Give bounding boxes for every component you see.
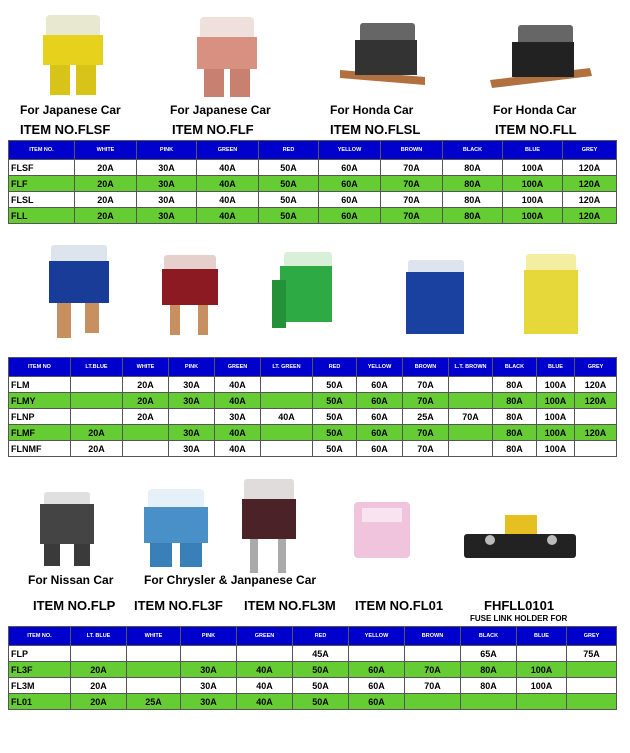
- item-no-flsf: ITEM NO.FLSF: [20, 122, 111, 137]
- rating-cell: [567, 662, 617, 678]
- rating-cell: 60A: [357, 409, 403, 425]
- rating-cell: 50A: [313, 441, 357, 457]
- fuse-table-2: [8, 357, 617, 457]
- rating-cell: 80A: [443, 160, 503, 176]
- rating-cell: [181, 646, 237, 662]
- table-row: [9, 409, 617, 425]
- rating-cell: [449, 393, 493, 409]
- caption-flp: For Nissan Car: [28, 573, 114, 587]
- rating-cell: 60A: [319, 176, 381, 192]
- table-row: [9, 192, 617, 208]
- rating-cell: 30A: [169, 393, 215, 409]
- rating-cell: 120A: [575, 377, 617, 393]
- table-row: [9, 441, 617, 457]
- rating-cell: [261, 393, 313, 409]
- column-header: YELLOW: [319, 141, 381, 160]
- rating-cell: 80A: [493, 393, 537, 409]
- rating-cell: 100A: [537, 377, 575, 393]
- rating-cell: 70A: [403, 425, 449, 441]
- item-cell: FLMF: [9, 425, 71, 441]
- column-header: RED: [259, 141, 319, 160]
- item-no-flf: ITEM NO.FLF: [172, 122, 254, 137]
- table-row: [9, 678, 617, 694]
- column-header: GREY: [575, 358, 617, 377]
- rating-cell: 20A: [123, 377, 169, 393]
- rating-cell: 20A: [75, 208, 137, 224]
- rating-cell: 40A: [197, 192, 259, 208]
- item-cell: FLF: [9, 176, 75, 192]
- rating-cell: 100A: [503, 160, 563, 176]
- rating-cell: [575, 441, 617, 457]
- rating-cell: [261, 377, 313, 393]
- fuse-flmf-icon: [402, 258, 470, 340]
- column-header: BROWN: [405, 627, 461, 646]
- rating-cell: 80A: [493, 441, 537, 457]
- rating-cell: 40A: [261, 409, 313, 425]
- rating-cell: 25A: [403, 409, 449, 425]
- rating-cell: 30A: [137, 176, 197, 192]
- item-cell: FL01: [9, 694, 71, 710]
- fuse-flm-icon: [45, 243, 115, 343]
- rating-cell: 70A: [403, 377, 449, 393]
- table-row: [9, 662, 617, 678]
- rating-cell: 80A: [443, 176, 503, 192]
- item-cell: FLP: [9, 646, 71, 662]
- rating-cell: 60A: [319, 208, 381, 224]
- table-row: [9, 160, 617, 176]
- fuse-fl3f-icon: [138, 487, 216, 572]
- rating-cell: 60A: [349, 662, 405, 678]
- column-header: ITEM NO.: [9, 627, 71, 646]
- rating-cell: 50A: [313, 377, 357, 393]
- item-no-fl01: ITEM NO.FL01: [355, 598, 444, 613]
- rating-cell: 50A: [293, 662, 349, 678]
- table-row: [9, 176, 617, 192]
- rating-cell: 20A: [75, 192, 137, 208]
- column-header: LT. BLUE: [71, 627, 127, 646]
- column-header: BLACK: [461, 627, 517, 646]
- rating-cell: 120A: [563, 160, 617, 176]
- column-header: PINK: [181, 627, 237, 646]
- fuse-fl3m-icon: [238, 477, 300, 577]
- rating-cell: 40A: [237, 678, 293, 694]
- rating-cell: 50A: [313, 393, 357, 409]
- rating-cell: 100A: [503, 192, 563, 208]
- column-header: RED: [313, 358, 357, 377]
- item-no-flp: ITEM NO.FLP: [33, 598, 116, 613]
- rating-cell: 30A: [169, 425, 215, 441]
- rating-cell: 100A: [517, 678, 567, 694]
- rating-cell: 40A: [237, 662, 293, 678]
- column-header: LT. GREEN: [261, 358, 313, 377]
- rating-cell: 100A: [537, 425, 575, 441]
- rating-cell: 100A: [537, 409, 575, 425]
- table-row: [9, 393, 617, 409]
- rating-cell: [71, 646, 127, 662]
- rating-cell: 50A: [259, 160, 319, 176]
- rating-cell: [71, 409, 123, 425]
- rating-cell: 60A: [349, 694, 405, 710]
- item-cell: FLNMF: [9, 441, 71, 457]
- rating-cell: 20A: [123, 393, 169, 409]
- rating-cell: 70A: [403, 393, 449, 409]
- rating-cell: [567, 694, 617, 710]
- rating-cell: 75A: [567, 646, 617, 662]
- rating-cell: 50A: [259, 208, 319, 224]
- column-header: PINK: [137, 141, 197, 160]
- rating-cell: 40A: [215, 425, 261, 441]
- rating-cell: 70A: [403, 441, 449, 457]
- item-cell: FLNP: [9, 409, 71, 425]
- fuse-flsl-icon: [335, 15, 430, 100]
- rating-cell: 70A: [381, 160, 443, 176]
- rating-cell: 100A: [503, 176, 563, 192]
- rating-cell: 40A: [215, 393, 261, 409]
- rating-cell: [517, 646, 567, 662]
- rating-cell: 20A: [71, 662, 127, 678]
- rating-cell: 60A: [319, 192, 381, 208]
- caption-fl3f: For Chrysler & Janpanese Car: [144, 573, 317, 587]
- rating-cell: [123, 441, 169, 457]
- rating-cell: [169, 409, 215, 425]
- holder-caption: FUSE LINK HOLDER FOR: [470, 614, 568, 623]
- column-header: LT.BLUE: [71, 358, 123, 377]
- column-header: BLUE: [537, 358, 575, 377]
- rating-cell: 70A: [381, 192, 443, 208]
- rating-cell: 40A: [215, 441, 261, 457]
- column-header: BLUE: [517, 627, 567, 646]
- rating-cell: 40A: [215, 377, 261, 393]
- fuse-flp-icon: [36, 490, 98, 570]
- item-cell: FLSL: [9, 192, 75, 208]
- rating-cell: [405, 646, 461, 662]
- rating-cell: 65A: [461, 646, 517, 662]
- column-header: ITEM NO.: [9, 141, 75, 160]
- item-cell: FL3M: [9, 678, 71, 694]
- rating-cell: [237, 646, 293, 662]
- rating-cell: 120A: [563, 192, 617, 208]
- caption-flsf: For Japanese Car: [20, 103, 121, 117]
- rating-cell: 70A: [449, 409, 493, 425]
- rating-cell: 60A: [357, 377, 403, 393]
- rating-cell: 30A: [137, 160, 197, 176]
- rating-cell: 20A: [71, 678, 127, 694]
- rating-cell: 120A: [563, 208, 617, 224]
- rating-cell: [127, 646, 181, 662]
- caption-fll: For Honda Car: [493, 103, 577, 117]
- rating-cell: [461, 694, 517, 710]
- rating-cell: 40A: [197, 160, 259, 176]
- rating-cell: [123, 425, 169, 441]
- rating-cell: 60A: [319, 160, 381, 176]
- rating-cell: [449, 377, 493, 393]
- rating-cell: [261, 441, 313, 457]
- rating-cell: 100A: [517, 662, 567, 678]
- rating-cell: 40A: [237, 694, 293, 710]
- table-row: [9, 425, 617, 441]
- column-header: YELLOW: [349, 627, 405, 646]
- rating-cell: 50A: [259, 192, 319, 208]
- rating-cell: 80A: [493, 425, 537, 441]
- column-header: YELLOW: [357, 358, 403, 377]
- column-header: WHITE: [127, 627, 181, 646]
- rating-cell: 20A: [71, 425, 123, 441]
- item-no-fl3f: ITEM NO.FL3F: [134, 598, 223, 613]
- column-header: BLUE: [503, 141, 563, 160]
- table-header-row: [9, 358, 617, 377]
- column-header: BLACK: [493, 358, 537, 377]
- table-row: [9, 694, 617, 710]
- column-header: GREEN: [215, 358, 261, 377]
- rating-cell: 80A: [443, 208, 503, 224]
- rating-cell: 30A: [169, 441, 215, 457]
- rating-cell: [567, 678, 617, 694]
- rating-cell: 80A: [493, 377, 537, 393]
- rating-cell: 20A: [75, 176, 137, 192]
- column-header: GREY: [567, 627, 617, 646]
- rating-cell: 80A: [461, 662, 517, 678]
- item-no-flsl: ITEM NO.FLSL: [330, 122, 421, 137]
- rating-cell: 60A: [357, 393, 403, 409]
- rating-cell: 30A: [169, 377, 215, 393]
- rating-cell: 20A: [71, 441, 123, 457]
- item-cell: FLM: [9, 377, 71, 393]
- rating-cell: 60A: [357, 425, 403, 441]
- rating-cell: 100A: [537, 393, 575, 409]
- column-header: WHITE: [123, 358, 169, 377]
- column-header: ITEM NO: [9, 358, 71, 377]
- table-row: [9, 646, 617, 662]
- fuse-flnmf-icon: [520, 252, 582, 342]
- rating-cell: 50A: [293, 694, 349, 710]
- item-no-fhfll0101: FHFLL0101: [484, 598, 555, 613]
- caption-flf: For Japanese Car: [170, 103, 271, 117]
- column-header: L.T. BROWN: [449, 358, 493, 377]
- rating-cell: [575, 409, 617, 425]
- rating-cell: 25A: [127, 694, 181, 710]
- column-header: GREY: [563, 141, 617, 160]
- rating-cell: 100A: [537, 441, 575, 457]
- rating-cell: [127, 678, 181, 694]
- rating-cell: 120A: [575, 393, 617, 409]
- rating-cell: 100A: [503, 208, 563, 224]
- rating-cell: 30A: [215, 409, 261, 425]
- rating-cell: [127, 662, 181, 678]
- rating-cell: 50A: [259, 176, 319, 192]
- item-cell: FLSF: [9, 160, 75, 176]
- column-header: BLACK: [443, 141, 503, 160]
- fuse-flf-icon: [192, 12, 262, 102]
- rating-cell: 120A: [563, 176, 617, 192]
- rating-cell: 70A: [405, 678, 461, 694]
- rating-cell: 70A: [381, 176, 443, 192]
- column-header: PINK: [169, 358, 215, 377]
- column-header: GREEN: [197, 141, 259, 160]
- column-header: GREEN: [237, 627, 293, 646]
- rating-cell: 30A: [137, 192, 197, 208]
- fuse-flsf-icon: [38, 10, 108, 100]
- fuse-table-3: [8, 626, 617, 710]
- rating-cell: 30A: [181, 694, 237, 710]
- rating-cell: 50A: [313, 425, 357, 441]
- caption-flsl: For Honda Car: [330, 103, 414, 117]
- column-header: BROWN: [381, 141, 443, 160]
- rating-cell: 80A: [493, 409, 537, 425]
- column-header: RED: [293, 627, 349, 646]
- rating-cell: 30A: [137, 208, 197, 224]
- fuse-flmy-icon: [160, 253, 220, 338]
- table-header-row: [9, 141, 617, 160]
- rating-cell: 50A: [293, 678, 349, 694]
- table-row: [9, 377, 617, 393]
- item-cell: FLL: [9, 208, 75, 224]
- column-header: BROWN: [403, 358, 449, 377]
- rating-cell: 30A: [181, 678, 237, 694]
- rating-cell: 120A: [575, 425, 617, 441]
- rating-cell: 20A: [123, 409, 169, 425]
- rating-cell: 80A: [461, 678, 517, 694]
- rating-cell: [405, 694, 461, 710]
- rating-cell: [449, 425, 493, 441]
- fuse-table-1: [8, 140, 617, 224]
- item-cell: FLMY: [9, 393, 71, 409]
- rating-cell: 20A: [75, 160, 137, 176]
- rating-cell: 60A: [349, 678, 405, 694]
- rating-cell: 20A: [71, 694, 127, 710]
- rating-cell: 70A: [381, 208, 443, 224]
- fuse-flnp-icon: [270, 250, 340, 335]
- rating-cell: [261, 425, 313, 441]
- rating-cell: [71, 393, 123, 409]
- item-cell: FL3F: [9, 662, 71, 678]
- table-header-row: [9, 627, 617, 646]
- item-no-fl3m: ITEM NO.FL3M: [244, 598, 336, 613]
- rating-cell: 40A: [197, 208, 259, 224]
- item-no-fll: ITEM NO.FLL: [495, 122, 577, 137]
- rating-cell: 80A: [443, 192, 503, 208]
- rating-cell: [449, 441, 493, 457]
- rating-cell: 45A: [293, 646, 349, 662]
- rating-cell: [349, 646, 405, 662]
- fuse-holder-icon: [460, 510, 580, 570]
- rating-cell: 50A: [313, 409, 357, 425]
- rating-cell: 40A: [197, 176, 259, 192]
- column-header: WHITE: [75, 141, 137, 160]
- rating-cell: 60A: [357, 441, 403, 457]
- table-row: [9, 208, 617, 224]
- rating-cell: 70A: [405, 662, 461, 678]
- rating-cell: 30A: [181, 662, 237, 678]
- rating-cell: [517, 694, 567, 710]
- fuse-fl01-icon: [352, 500, 412, 562]
- fuse-fll-icon: [490, 20, 595, 100]
- rating-cell: [71, 377, 123, 393]
